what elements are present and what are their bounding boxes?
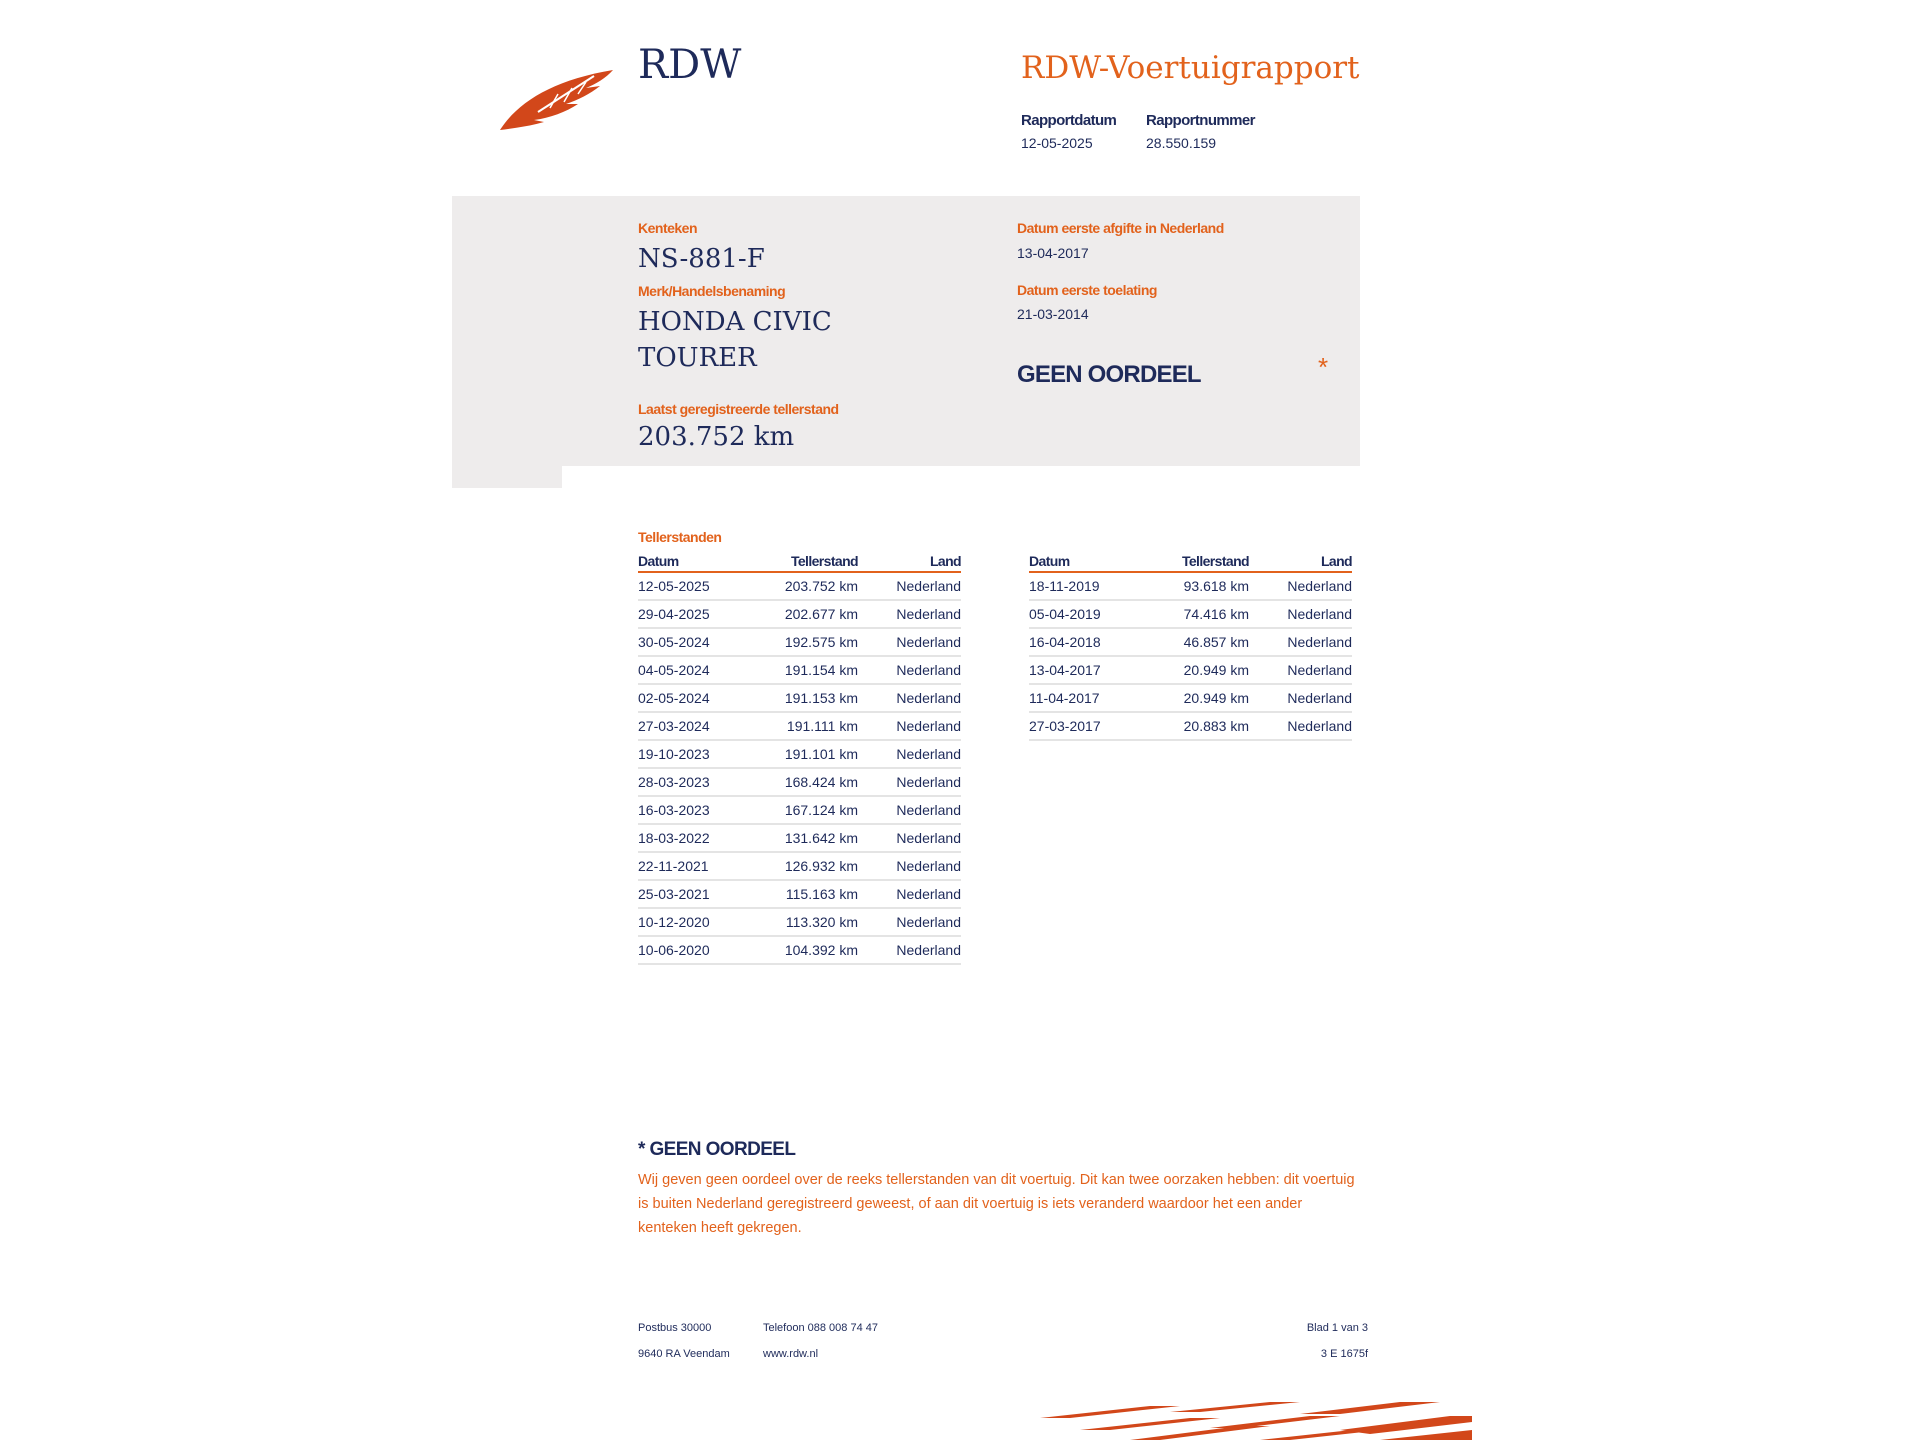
table-row (1029, 628, 1352, 656)
footnote-title: * GEEN OORDEEL (638, 1139, 796, 1160)
table-row (1029, 712, 1352, 740)
cell-land: Nederland (858, 824, 961, 852)
cell-km: 131.642 km (756, 824, 858, 852)
cell-land: Nederland (1249, 684, 1352, 712)
cell-date: 30-05-2024 (638, 628, 756, 656)
cell-km: 20.949 km (1147, 684, 1249, 712)
cell-km: 46.857 km (1147, 628, 1249, 656)
odometer-value: 203.752 km (638, 422, 795, 452)
cell-land: Nederland (1249, 600, 1352, 628)
table-row (638, 768, 961, 796)
make-label: Merk/Handelsbenaming (638, 283, 786, 299)
table-row (638, 628, 961, 656)
cell-km: 20.949 km (1147, 656, 1249, 684)
brand-name: RDW (638, 42, 742, 88)
cell-land: Nederland (1249, 712, 1352, 740)
cell-land: Nederland (858, 768, 961, 796)
cell-date: 05-04-2019 (1029, 600, 1147, 628)
cell-km: 168.424 km (756, 768, 858, 796)
cell-date: 11-04-2017 (1029, 684, 1147, 712)
cell-date: 16-04-2018 (1029, 628, 1147, 656)
cell-date: 22-11-2021 (638, 852, 756, 880)
cell-date: 19-10-2023 (638, 740, 756, 768)
cell-date: 28-03-2023 (638, 768, 756, 796)
cell-land: Nederland (858, 852, 961, 880)
verdict-text: GEEN OORDEEL (1017, 361, 1201, 388)
cell-km: 191.111 km (756, 712, 858, 740)
first-admission-date: 21-03-2014 (1017, 306, 1089, 322)
table-row (1029, 684, 1352, 712)
cell-land: Nederland (1249, 628, 1352, 656)
footer-phone: Telefoon 088 008 74 47 (763, 1322, 878, 1334)
table-header-row (638, 549, 961, 572)
footer-website[interactable]: www.rdw.nl (763, 1348, 819, 1360)
readings-table-right (1029, 549, 1352, 741)
report-number-label: Rapportnummer (1146, 112, 1255, 129)
rdw-stripes-decoration-icon (1040, 1398, 1472, 1440)
cell-km: 115.163 km (756, 880, 858, 908)
report-date: 12-05-2025 (1021, 135, 1093, 151)
cell-km: 93.618 km (1147, 572, 1249, 600)
table-row (638, 740, 961, 768)
cell-km: 20.883 km (1147, 712, 1249, 740)
header-date: Datum (1029, 549, 1147, 572)
table-row (638, 600, 961, 628)
cell-land: Nederland (858, 796, 961, 824)
report-title: RDW-Voertuigrapport (1021, 50, 1360, 86)
header-land: Land (858, 549, 961, 572)
footer-address-line-2: 9640 RA Veendam (638, 1348, 730, 1360)
cell-land: Nederland (858, 684, 961, 712)
cell-date: 04-05-2024 (638, 656, 756, 684)
cell-km: 202.677 km (756, 600, 858, 628)
make-line-1: HONDA CIVIC (638, 307, 832, 337)
cell-land: Nederland (858, 628, 961, 656)
make-line-2: TOURER (638, 343, 757, 373)
report-number: 28.550.159 (1146, 135, 1217, 151)
summary-panel-tab (452, 464, 562, 488)
footer-code: 3 E 1675f (1320, 1348, 1368, 1360)
table-row (638, 936, 961, 964)
cell-land: Nederland (858, 600, 961, 628)
table-row (1029, 572, 1352, 600)
plate-label: Kenteken (638, 220, 698, 236)
cell-land: Nederland (1249, 572, 1352, 600)
cell-land: Nederland (858, 740, 961, 768)
cell-land: Nederland (858, 880, 961, 908)
table-row (638, 908, 961, 936)
cell-land: Nederland (858, 908, 961, 936)
cell-land: Nederland (858, 712, 961, 740)
footnote-text: Wij geven geen oordeel over de reeks tellerstanden van dit voertuig. Dit kan twee oorzaken hebben: dit voertuig is buiten Nederland geregistreerd geweest, of aan dit voertuig is iets veranderd waardoor het een ander kenteken heeft gekregen. (638, 1172, 1355, 1236)
cell-km: 191.154 km (756, 656, 858, 684)
table-row (1029, 600, 1352, 628)
cell-date: 27-03-2024 (638, 712, 756, 740)
table-row (638, 572, 961, 600)
cell-date: 13-04-2017 (1029, 656, 1147, 684)
cell-date: 29-04-2025 (638, 600, 756, 628)
cell-km: 113.320 km (756, 908, 858, 936)
verdict-star: * (1318, 352, 1329, 382)
cell-date: 12-05-2025 (638, 572, 756, 600)
cell-km: 74.416 km (1147, 600, 1249, 628)
table-row (638, 712, 961, 740)
header-land: Land (1249, 549, 1352, 572)
cell-date: 18-03-2022 (638, 824, 756, 852)
table-row (638, 796, 961, 824)
report-date-label: Rapportdatum (1021, 112, 1117, 129)
cell-km: 104.392 km (756, 936, 858, 964)
readings-title: Tellerstanden (638, 529, 722, 545)
cell-date: 18-11-2019 (1029, 572, 1147, 600)
header-km: Tellerstand (1147, 549, 1249, 572)
cell-date: 27-03-2017 (1029, 712, 1147, 740)
cell-date: 02-05-2024 (638, 684, 756, 712)
first-admission-label: Datum eerste toelating (1017, 282, 1157, 298)
cell-land: Nederland (858, 572, 961, 600)
odometer-label: Laatst geregistreerde tellerstand (638, 401, 839, 417)
first-nl-date: 13-04-2017 (1017, 245, 1089, 261)
cell-date: 10-12-2020 (638, 908, 756, 936)
cell-land: Nederland (858, 936, 961, 964)
plate-number: NS-881-F (638, 244, 765, 274)
cell-km: 191.153 km (756, 684, 858, 712)
cell-date: 10-06-2020 (638, 936, 756, 964)
header-km: Tellerstand (756, 549, 858, 572)
table-row (1029, 656, 1352, 684)
table-row (638, 684, 961, 712)
cell-date: 16-03-2023 (638, 796, 756, 824)
first-nl-label: Datum eerste afgifte in Nederland (1017, 220, 1224, 236)
table-row (638, 880, 961, 908)
footer-address-line-1: Postbus 30000 (638, 1322, 712, 1334)
footer-page-number: Blad 1 van 3 (1306, 1322, 1368, 1334)
cell-date: 25-03-2021 (638, 880, 756, 908)
rdw-feather-logo-icon (498, 62, 623, 132)
cell-km: 203.752 km (756, 572, 858, 600)
cell-land: Nederland (858, 656, 961, 684)
cell-km: 191.101 km (756, 740, 858, 768)
readings-table-left (638, 549, 961, 965)
table-header-row (1029, 549, 1352, 572)
cell-km: 167.124 km (756, 796, 858, 824)
summary-panel (452, 196, 1360, 466)
cell-land: Nederland (1249, 656, 1352, 684)
table-row (638, 824, 961, 852)
table-row (638, 852, 961, 880)
cell-km: 192.575 km (756, 628, 858, 656)
table-row (638, 656, 961, 684)
cell-km: 126.932 km (756, 852, 858, 880)
header-date: Datum (638, 549, 756, 572)
